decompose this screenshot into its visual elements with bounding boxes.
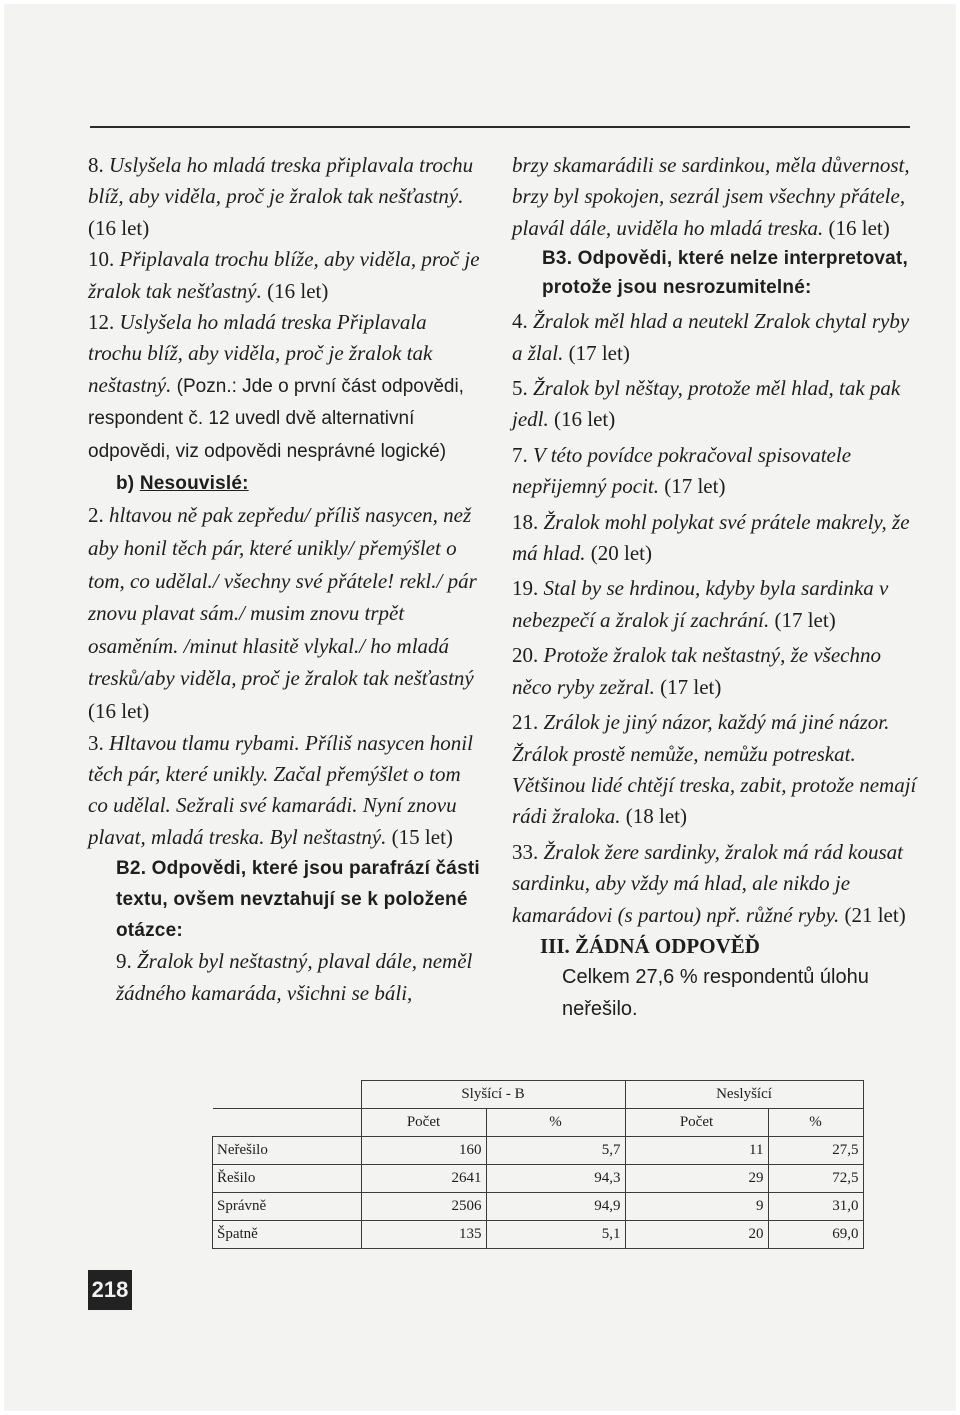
answer-5 [512,373,917,436]
answer-number: 12. [88,310,120,335]
table-cell: 94,9 [486,1193,625,1221]
table-row-label: Správně [213,1193,362,1221]
heading-b3: B3. Odpovědi, které nelze interpretovat, protože jsou nesrozumitelné: [542,248,908,299]
answer-note: (Pozn.: Jde o první část odpovědi, respondent č. 12 uvedl dvě alternativní odpovědi, viz odpovědi nesprávné logické) [88,375,464,462]
table-row [213,1193,864,1221]
answer-21 [512,707,917,833]
table-header-count: Počet [625,1109,768,1137]
answer-19 [512,573,917,636]
answer-text: Žralok byl něštay, protože měl hlad, tak pak jedl. [512,376,901,432]
subheading-prefix: b) [116,473,140,495]
answer-number: 5. [512,376,533,401]
answer-age: (15 let) [386,824,453,849]
answer-text: Připlavala trochu blíže, aby viděla, proč je žralok tak nešťastný. [88,247,480,303]
answer-10 [88,244,483,307]
answer-text: Hltavou tlamu rybami. Příliš nasycen honil těch pár, které unikly. Začal přemýšlet o tom co udělal. Sežrali své kamarádi. Nyní znovu plavat, mladá treska. Byl neštastný. [88,730,473,849]
answer-text: Žralok měl hlad a neutekl Zralok chytal ryby a žlal. [512,309,910,365]
table-row-label: Špatně [213,1221,362,1249]
answer-8 [88,150,483,244]
answer-text: brzy skamarádili se sardinkou, měla důvernost, brzy byl spokojen, sezrál jsem všechny přátele, plavál dále, uviděla ho mladá treska. [512,153,910,240]
table-row [213,1165,864,1193]
answer-number: 18. [512,509,544,534]
answer-7 [512,440,917,503]
table-cell: 2506 [361,1193,486,1221]
answer-age: (16 let) [261,278,329,303]
answer-number: 33. [512,839,544,864]
table-cell: 72,5 [768,1165,863,1193]
right-column [512,150,917,1025]
answer-number: 2. [88,503,109,528]
table-cell: 29 [625,1165,768,1193]
answer-text: Protože žralok tak neštastný, že všechno něco ryby zežral. [512,643,881,699]
answer-age: (20 let) [585,541,652,566]
table-cell: 160 [361,1137,486,1165]
answer-number: 19. [512,576,544,601]
answer-text: Stal by se hrdinou, kdyby byla sardinka v nebezpečí a žralok jí zachrání. [512,576,889,632]
table-row [213,1221,864,1249]
table-cell: 31,0 [768,1193,863,1221]
answer-age: (17 let) [658,474,726,499]
answer-number: 4. [512,309,533,334]
answer-age: (16 let) [548,407,616,432]
answer-18 [512,507,917,570]
table-cell: 135 [361,1221,486,1249]
page-number: 218 [88,1270,132,1310]
answer-age: (16 let) [88,215,150,240]
table-row-label: Řešilo [213,1165,362,1193]
subheading-nesouvisle [88,467,483,499]
answer-text: Zrálok je jiný názor, každý má jiné názor. Žrálok prostě nemůže, nemůžu potreskat. Většinou lidé chtějí treska, zabit, protože nemají rádi žraloka. [512,710,917,829]
answer-age: (17 let) [563,340,630,365]
answer-age: (16 let) [88,699,150,724]
answer-9-continued [512,150,917,244]
answer-text: hltavou ně pak zepředu/ příliš nasycen, než aby honil těch pár, které unikly/ přemýšlet o tom, co udělal./ všechny své přátele! rekl./ pár znovu plavat sám./ musim znovu trpět osaměním. /minut hlasitě vlykal./ ho mladá tresků/aby viděla, proč je žralok tak nešťastný [88,503,477,691]
table-header-percent: % [768,1109,863,1137]
answer-age: (17 let) [769,607,836,632]
table-cell: 11 [625,1137,768,1165]
answer-text: V této povídce pokračoval spisovatele nepřijemný pocit. [512,442,852,499]
answer-age: (21 let) [839,902,906,927]
table-cell: 9 [625,1193,768,1221]
table-row [213,1137,864,1165]
table-corner-cell [213,1081,362,1109]
answer-text: Uslyšela ho mladá treska Připlavala trochu blíž, aby viděla, proč je žralok tak neštastný. [88,310,433,397]
header-rule [90,126,910,128]
answer-text: Žralok mohl polykat své prátele makrely, že má hlad. [512,509,910,566]
table-cell: 5,1 [486,1221,625,1249]
answer-12 [88,307,483,467]
table-cell: 5,7 [486,1137,625,1165]
results-table [212,1080,864,1249]
answer-number: 3. [88,730,109,755]
table-header-count: Počet [361,1109,486,1137]
table-cell: 2641 [361,1165,486,1193]
subheading-label: Nesouvislé: [139,473,249,495]
answer-33 [512,837,917,931]
table-group-header-hearing: Slyšící - B [361,1081,625,1109]
answer-number: 20. [512,643,544,668]
answer-age: (16 let) [823,215,890,240]
answer-4 [512,306,917,369]
table-header-percent: % [486,1109,625,1137]
answer-3 [88,728,483,854]
answer-9 [88,946,483,1009]
table-cell: 94,3 [486,1165,625,1193]
answer-20 [512,640,917,703]
no-answer-summary: Celkem 27,6 % respondentů úlohu neřešilo. [562,966,869,1020]
table-corner-cell [213,1109,362,1137]
table-sub-header-row [213,1109,864,1137]
answer-text: Žralok žere sardinky, žralok má rád kousat sardinku, aby vždy má hlad, ale nikdo je kamarádovi (s partou) npř. růžné ryby. [512,839,904,927]
heading-b2: B2. Odpovědi, které jsou parafrází části textu, ovšem nevztahují se k položené otázce: [116,858,480,942]
answer-number: 8. [88,153,109,177]
answer-number: 10. [88,247,120,272]
table-cell: 27,5 [768,1137,863,1165]
answer-text: Žralok byl neštastný, plaval dále, neměl žádného kamaráda, všichni se báli, [116,949,473,1005]
table-cell: 69,0 [768,1221,863,1249]
heading-no-answer: III. ŽÁDNÁ ODPOVĚĎ [540,933,760,958]
answer-number: 21. [512,710,544,735]
table-group-header-row [213,1081,864,1109]
table-row-label: Neřešilo [213,1137,362,1165]
answer-text: Uslyšela ho mladá treska připlavala trochu blíž, aby viděla, proč je žralok tak nešťastný. [88,153,474,209]
answer-age: (17 let) [654,674,722,699]
answer-2 [88,499,483,727]
table-cell: 20 [625,1221,768,1249]
answer-number: 7. [512,442,533,467]
answer-number: 9. [116,949,137,974]
answer-age: (18 let) [620,804,687,829]
left-column [88,150,483,1009]
table-group-header-deaf: Neslyšící [625,1081,863,1109]
